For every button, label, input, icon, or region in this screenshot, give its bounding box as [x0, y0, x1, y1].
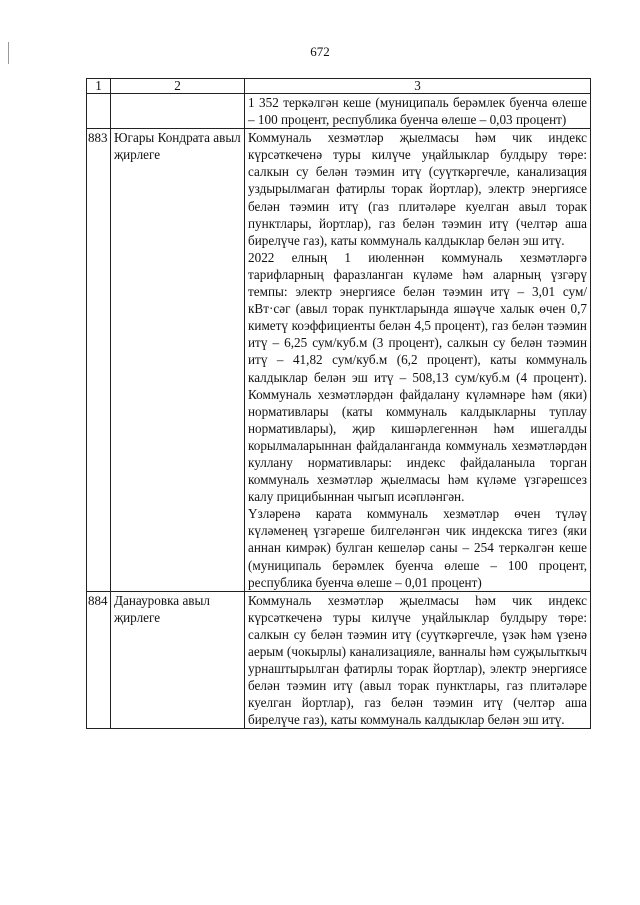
- row-description-cell: [245, 129, 591, 592]
- row-number-cell: [87, 94, 111, 129]
- paragraph: 2022 елның 1 июленнән коммуналь хезмәтләргә тарифларның фаразланган күләме һәм аларның үзгәрү темпы: электр энергиясе белән тәэмин итү – 3,01 сум/кВт·сәг (авыл торак пунктларында яшәүче халык өчен 0,7 киметү коэффициенты белән 4,5 процент), газ белән тәэмин итү – 6,25 сум/куб.м (3 процент), салкын су белән тәэмин итү – 41,82 сум/куб.м (6,2 процент), каты коммуналь калдыклар белән эш итү – 508,13 сум/куб.м (4 процент). Коммуналь хезмәтләрдән файдалану күләмнәре һәм (яки) нормативлары (каты коммуналь калдыкларны туплау нормативлары), җир кишәрлегеннән һәм ишегалды корылмаларыннан файдаланганда коммуналь хезмәтләрдән куллану нормативлары: индекс файдаланыла торган коммуналь хезмәтләр җыелмасы һәм күләме үзгәрешсез калу прицибыннан чыгып исәпләнгән.: [248, 249, 587, 505]
- row-number-cell: 884: [87, 591, 111, 729]
- row-description-cell: [245, 94, 591, 129]
- table-row: [87, 129, 591, 592]
- column-header: 2: [111, 79, 245, 94]
- document-table: [86, 78, 591, 729]
- row-description-cell: [245, 591, 591, 729]
- column-header: 3: [245, 79, 591, 94]
- paragraph: Үзләренә карата коммуналь хезмәтләр өчен түләү күләменең үзгәреше билгеләнгән чик индекска тигез (яки аннан кимрәк) булган кешеләр саны – 254 теркәлгән кеше (муниципаль берәмлек буенча өлеше – 100 процент, республика буенча өлеше – 0,01 процент): [248, 506, 587, 590]
- paragraph: Коммуналь хезмәтләр җыелмасы һәм чик индекс күрсәткеченә туры килүче уңайлыклар булдыру төре: салкын су белән тәэмин итү (суүткәргечле, канализация уздырылмаган фатирлы торак йортлар), электр энергиясе белән тәэмин итү (газ плитәләре куелган авыл торак пунктлары, йортлар), газ белән тәэмин итү (челтәр аша бирелүче газ), каты коммуналь калдыклар белән эш итү.: [248, 130, 587, 248]
- paragraph: 1 352 теркәлгән кеше (муниципаль берәмлек буенча өлеше – 100 процент, республика буенча өлеше – 0,03 процент): [248, 95, 587, 128]
- row-name-cell: Данауровка авыл җирлеге: [111, 591, 245, 729]
- table-row: [87, 591, 591, 729]
- paragraph: Коммуналь хезмәтләр җыелмасы һәм чик индекс күрсәткеченә туры килүче уңайлыклар булдыру төре: салкын су белән тәэмин итү (суүткәргечле, үзәк һәм үзенә аерым (чокырлы) канализацияле, ванналы һәм суҗылыткыч урнаштырылган фатирлы торак йортлар), электр энергиясе белән тәэмин итү (авыл торак пунктлары, газ плитәләре куелган йортлар), газ белән тәэмин итү (челтәр аша бирелүче газ), каты коммуналь калдыклар белән эш итү.: [248, 592, 587, 728]
- row-name-cell: [111, 94, 245, 129]
- table-header-row: [87, 79, 591, 94]
- column-header: 1: [87, 79, 111, 94]
- row-name-cell: Югары Кондрата авыл җирлеге: [111, 129, 245, 592]
- row-number-cell: 883: [87, 129, 111, 592]
- continuation-row: [87, 94, 591, 129]
- page-number: 672: [310, 44, 330, 59]
